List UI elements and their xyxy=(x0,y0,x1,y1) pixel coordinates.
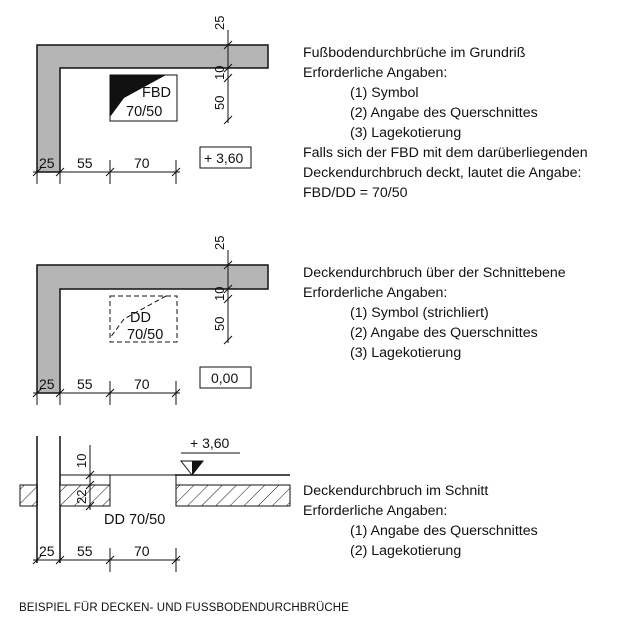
dim-label: 22 xyxy=(74,489,89,504)
slab-right xyxy=(176,485,290,506)
dim-label: 70 xyxy=(134,376,150,392)
description-item: (1) Angabe des Querschnittes xyxy=(350,523,538,539)
description-item: (2) Angabe des Querschnittes xyxy=(350,105,538,121)
panel-fbd-plan xyxy=(33,16,268,184)
dim-label: 25 xyxy=(39,543,55,559)
description-subtitle: Erforderliche Angaben: xyxy=(303,503,448,519)
description-fbd xyxy=(303,43,588,203)
opening-section xyxy=(110,475,176,506)
dim-label: 10 xyxy=(74,453,89,468)
description-note: Falls sich der FBD mit dem darüberliegenden xyxy=(303,145,588,161)
description-item: (1) Symbol (strichliert) xyxy=(350,305,489,321)
dim-label: 55 xyxy=(77,155,93,171)
level-value: 0,00 xyxy=(211,370,239,386)
dim-label: 70 xyxy=(134,543,150,559)
dim-label: 70 xyxy=(134,155,150,171)
description-title: Fußbodendurchbrüche im Grundriß xyxy=(303,45,526,61)
opening-size: 70/50 xyxy=(127,327,164,343)
description-dd-section xyxy=(303,481,538,561)
dim-label: 25 xyxy=(212,15,227,30)
description-item: (2) Angabe des Querschnittes xyxy=(350,325,538,341)
description-item: (3) Lagekotierung xyxy=(350,125,462,141)
description-note: FBD/DD = 70/50 xyxy=(303,185,408,201)
opening-label: DD xyxy=(130,310,151,326)
level-marker xyxy=(181,435,240,475)
figure-caption: BEISPIEL FÜR DECKEN- UND FUSSBODENDURCHBRÜCHE xyxy=(19,602,349,614)
dim-label: 25 xyxy=(212,235,227,250)
slab-left-outer xyxy=(20,485,37,506)
description-item: (2) Lagekotierung xyxy=(350,543,462,559)
opening-fbd xyxy=(110,75,177,121)
dim-label: 50 xyxy=(212,316,227,331)
panel-dd-section xyxy=(20,435,290,572)
level-value: + 3,60 xyxy=(190,435,230,451)
description-subtitle: Erforderliche Angaben: xyxy=(303,65,448,81)
description-title: Deckendurchbruch über der Schnittebene xyxy=(303,265,566,281)
opening-size: 70/50 xyxy=(126,104,163,120)
dim-label: 25 xyxy=(39,376,55,392)
description-dd-plan xyxy=(303,263,566,363)
panel-dd-plan xyxy=(33,236,268,405)
dim-label: 55 xyxy=(77,376,93,392)
dim-label: 10 xyxy=(212,65,227,80)
description-subtitle: Erforderliche Angaben: xyxy=(303,285,448,301)
opening-dd-dashed xyxy=(110,296,177,343)
level-value: + 3,60 xyxy=(204,150,244,166)
description-title: Deckendurchbruch im Schnitt xyxy=(303,483,489,499)
dim-label: 50 xyxy=(212,95,227,110)
horizontal-dimension-chain xyxy=(33,548,180,572)
dim-label: 25 xyxy=(39,155,55,171)
description-item: (3) Lagekotierung xyxy=(350,345,462,361)
opening-label: FBD xyxy=(142,85,171,101)
description-note: Deckendurchbruch deckt, lautet die Angabe: xyxy=(303,165,582,181)
dim-label: 55 xyxy=(77,543,93,559)
description-item: (1) Symbol xyxy=(350,85,419,101)
dim-label: 10 xyxy=(212,286,227,301)
opening-label: DD 70/50 xyxy=(104,512,166,528)
